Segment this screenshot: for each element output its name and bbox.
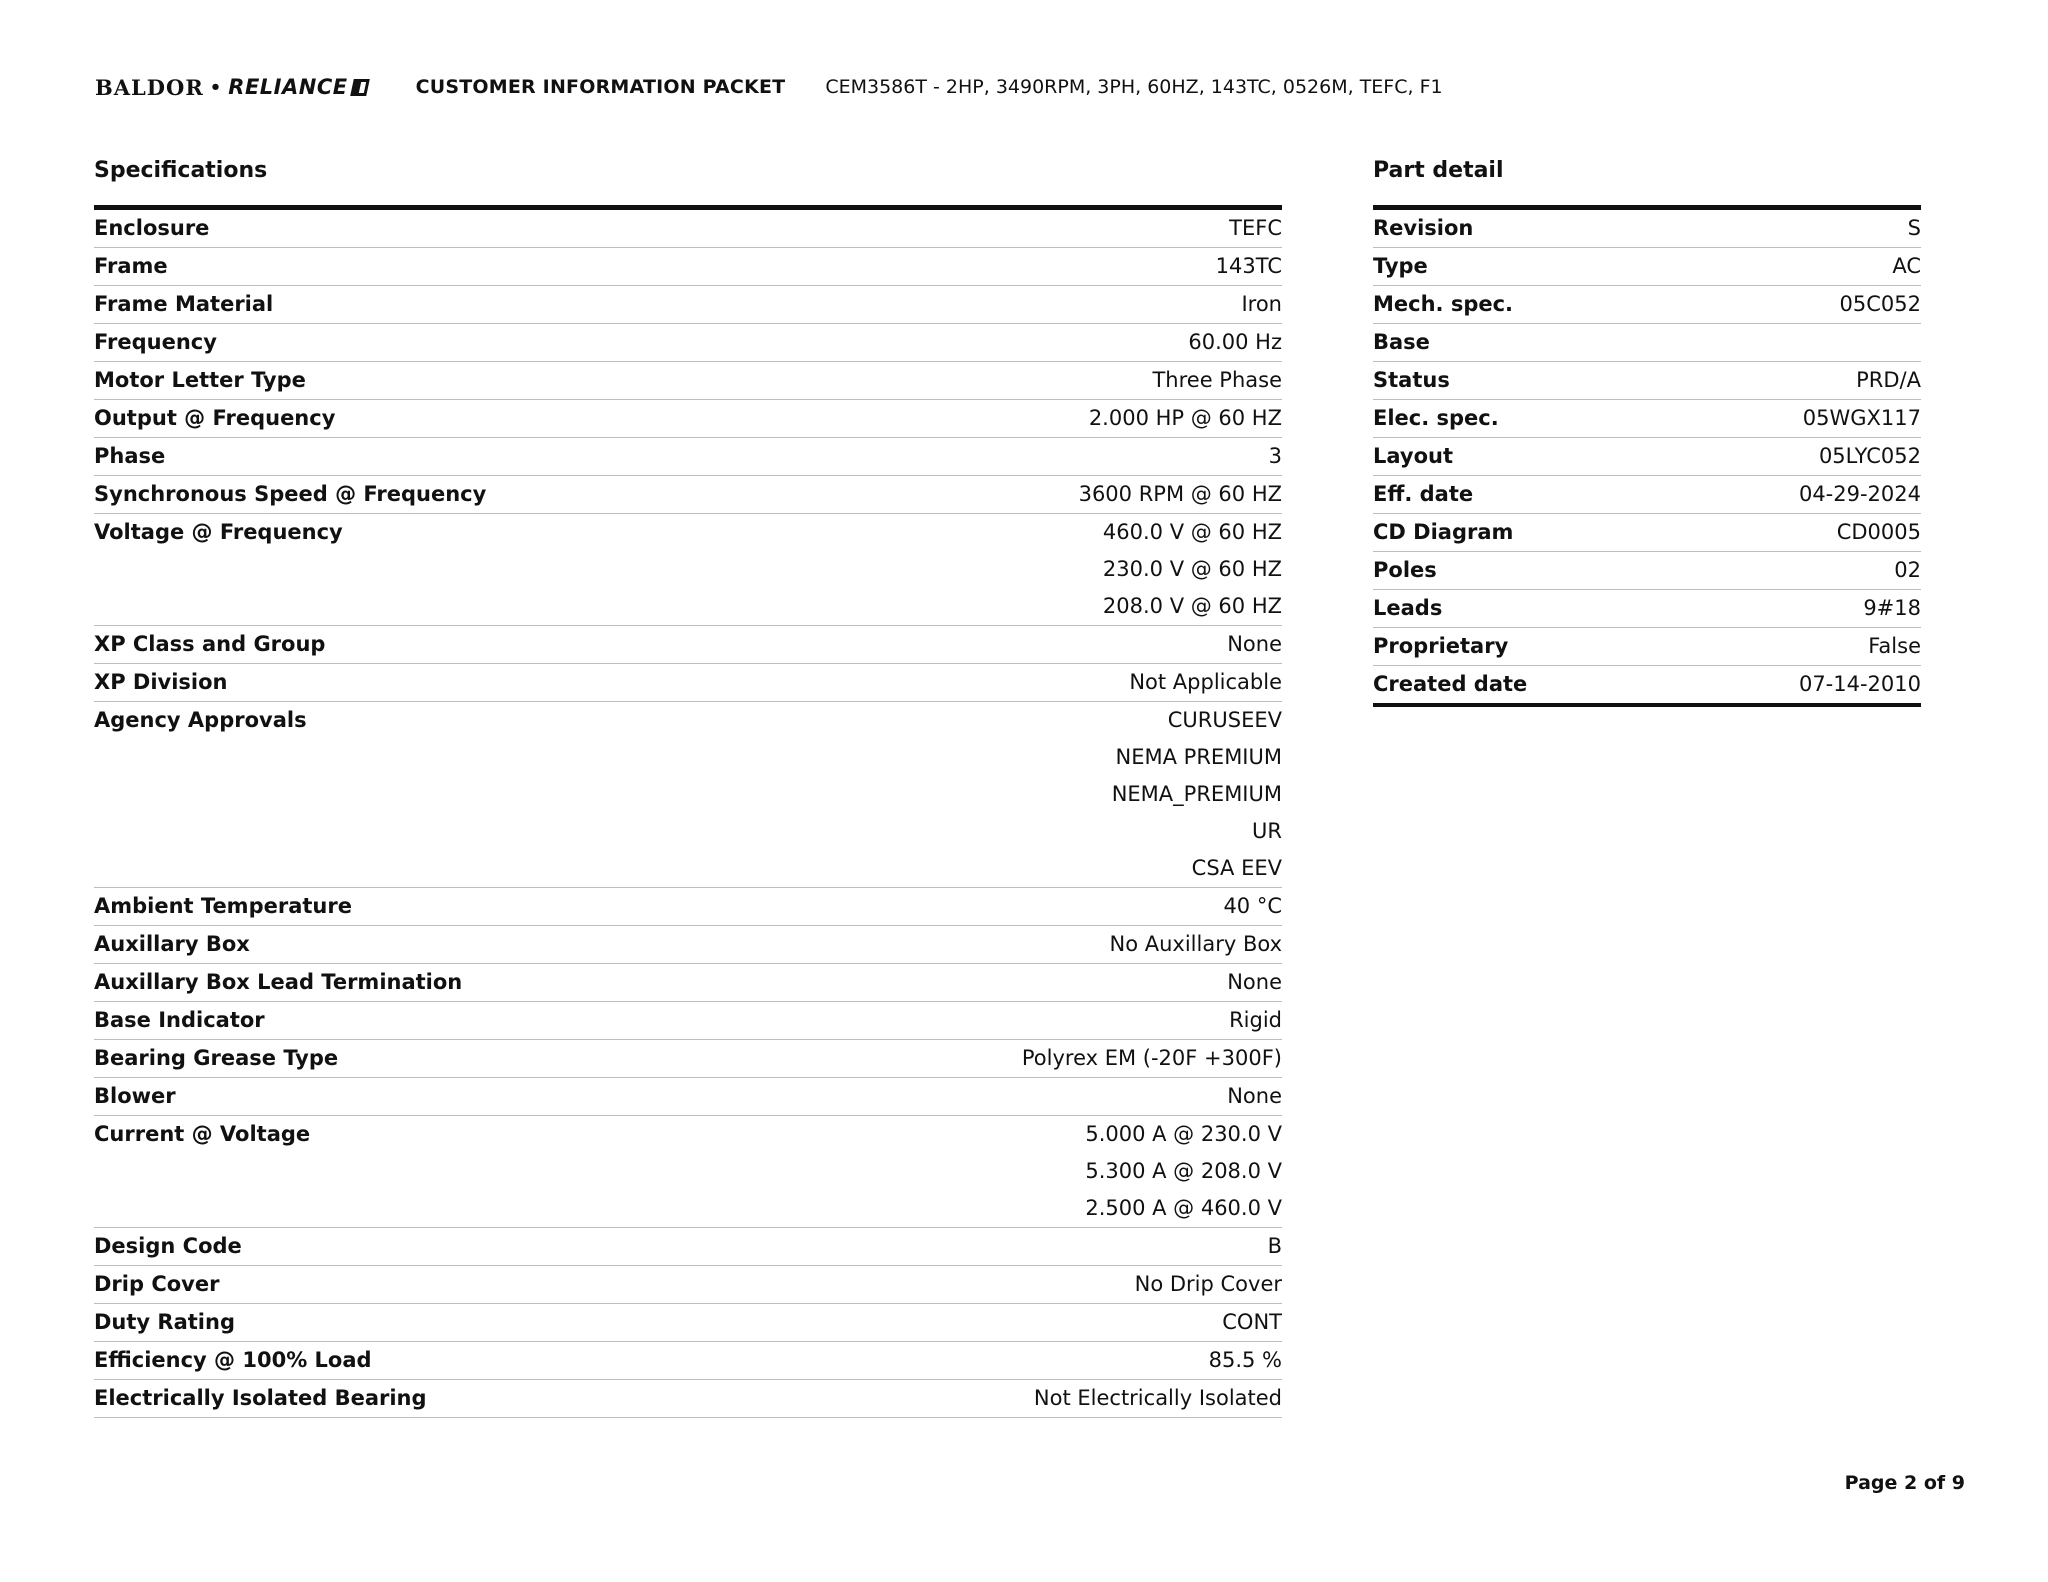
spec-label: Auxillary Box [94, 932, 250, 956]
spec-value-line: 3 [1268, 444, 1282, 468]
spec-value-line: Not Applicable [1129, 670, 1282, 694]
part-row [1373, 666, 1921, 703]
spec-value-line: 143TC [1215, 254, 1282, 278]
part-row [1373, 552, 1921, 590]
spec-label: Output @ Frequency [94, 406, 336, 430]
part-value-line: S [1907, 216, 1921, 240]
spec-value-line: 3600 RPM @ 60 HZ [1078, 482, 1282, 506]
spec-value-line: 460.0 V @ 60 HZ [1102, 520, 1282, 544]
spec-value [1227, 970, 1282, 994]
spec-row [94, 702, 1282, 888]
part-value-line: 02 [1894, 558, 1921, 582]
logo-separator: • [209, 76, 223, 98]
part-label: Leads [1373, 596, 1443, 620]
spec-value-line: CSA EEV [1191, 856, 1282, 880]
spec-value [1103, 520, 1282, 618]
spec-label: Ambient Temperature [94, 894, 352, 918]
spec-row [94, 888, 1282, 926]
spec-value-line: No Drip Cover [1134, 1272, 1282, 1296]
part-value [1819, 444, 1921, 468]
spec-label: Electrically Isolated Bearing [94, 1386, 427, 1410]
spec-label: Enclosure [94, 216, 210, 240]
part-value-line: 05WGX117 [1802, 406, 1921, 430]
spec-value [1229, 216, 1282, 240]
spec-row [94, 1266, 1282, 1304]
spec-value-line: CONT [1222, 1310, 1282, 1334]
spec-value [1129, 670, 1282, 694]
spec-value [1216, 254, 1282, 278]
part-value [1892, 254, 1921, 278]
part-value [1868, 634, 1921, 658]
part-value-line: 04-29-2024 [1798, 482, 1921, 506]
spec-value-line: None [1227, 632, 1282, 656]
spec-label: Auxillary Box Lead Termination [94, 970, 463, 994]
spec-row [94, 1304, 1282, 1342]
spec-label: Bearing Grease Type [94, 1046, 339, 1070]
spec-row [94, 438, 1282, 476]
spec-value [1034, 1386, 1282, 1410]
part-value [1799, 482, 1921, 506]
part-value [1803, 406, 1921, 430]
part-label: CD Diagram [1373, 520, 1514, 544]
spec-value [1089, 406, 1282, 430]
spec-value [1112, 708, 1282, 880]
part-label: Type [1373, 254, 1428, 278]
spec-value-line: 2.500 A @ 460.0 V [1085, 1196, 1282, 1220]
part-value-line: False [1868, 634, 1921, 658]
spec-value-line: Three Phase [1152, 368, 1282, 392]
spec-label: XP Division [94, 670, 228, 694]
spec-value-line: None [1227, 970, 1282, 994]
spec-label: Phase [94, 444, 166, 468]
spec-value [1223, 894, 1282, 918]
spec-value-line: 5.000 A @ 230.0 V [1085, 1122, 1282, 1146]
spec-row [94, 964, 1282, 1002]
specifications-table [94, 205, 1282, 1418]
spec-row [94, 514, 1282, 626]
spec-row [94, 1040, 1282, 1078]
part-row [1373, 438, 1921, 476]
part-label: Created date [1373, 672, 1528, 696]
spec-value [1188, 330, 1282, 354]
part-label: Eff. date [1373, 482, 1474, 506]
part-label: Mech. spec. [1373, 292, 1514, 316]
spec-row [94, 1228, 1282, 1266]
part-value-line: 07-14-2010 [1798, 672, 1921, 696]
spec-value [1269, 444, 1282, 468]
spec-value [1209, 1348, 1282, 1372]
spec-value [1241, 292, 1282, 316]
spec-label: Synchronous Speed @ Frequency [94, 482, 487, 506]
part-value [1799, 672, 1921, 696]
part-value-line: PRD/A [1856, 368, 1921, 392]
part-label: Proprietary [1373, 634, 1509, 658]
spec-value-line: NEMA_PREMIUM [1111, 782, 1282, 806]
spec-value [1222, 1310, 1282, 1334]
spec-value [1079, 482, 1282, 506]
part-label: Poles [1373, 558, 1437, 582]
part-value [1908, 216, 1921, 240]
spec-value-line: No Auxillary Box [1109, 932, 1282, 956]
part-row [1373, 286, 1921, 324]
spec-row [94, 1342, 1282, 1380]
spec-label: Frequency [94, 330, 217, 354]
spec-value-line: TEFC [1229, 216, 1282, 240]
spec-value-line: 2.000 HP @ 60 HZ [1088, 406, 1282, 430]
part-value-line: CD0005 [1836, 520, 1921, 544]
specifications-title: Specifications [94, 158, 268, 183]
spec-value [1268, 1234, 1282, 1258]
spec-value-line: CURUSEEV [1167, 708, 1282, 732]
part-row [1373, 248, 1921, 286]
spec-value [1110, 932, 1282, 956]
spec-row [94, 926, 1282, 964]
spec-row [94, 1002, 1282, 1040]
spec-value [1229, 1008, 1282, 1032]
spec-label: Blower [94, 1084, 176, 1108]
spec-row [94, 1116, 1282, 1228]
part-row [1373, 590, 1921, 628]
spec-row [94, 210, 1282, 248]
spec-row [94, 664, 1282, 702]
spec-value-line: 230.0 V @ 60 HZ [1102, 557, 1282, 581]
part-value-line: AC [1892, 254, 1921, 278]
baldor-reliance-logo [95, 75, 368, 100]
spec-label: Duty Rating [94, 1310, 235, 1334]
part-value-line: 05C052 [1839, 292, 1921, 316]
spec-row [94, 362, 1282, 400]
spec-label: Base Indicator [94, 1008, 265, 1032]
model-description: CEM3586T - 2HP, 3490RPM, 3PH, 60HZ, 143TC, 0526M, TEFC, F1 [825, 76, 1443, 98]
spec-value-line: 85.5 % [1208, 1348, 1282, 1372]
spec-row [94, 1380, 1282, 1418]
spec-value [1227, 1084, 1282, 1108]
spec-label: Agency Approvals [94, 708, 307, 732]
spec-row [94, 626, 1282, 664]
spec-value-line: None [1227, 1084, 1282, 1108]
page-header [95, 70, 1443, 104]
spec-label: Frame [94, 254, 168, 278]
part-value [1837, 520, 1921, 544]
part-row [1373, 514, 1921, 552]
spec-label: XP Class and Group [94, 632, 326, 656]
part-value [1840, 292, 1921, 316]
spec-value-line: 208.0 V @ 60 HZ [1102, 594, 1282, 618]
spec-value [1227, 632, 1282, 656]
spec-row [94, 324, 1282, 362]
spec-value-line: NEMA PREMIUM [1115, 745, 1282, 769]
spec-label: Motor Letter Type [94, 368, 306, 392]
spec-value [1152, 368, 1282, 392]
spec-value-line: 40 °C [1223, 894, 1282, 918]
spec-row [94, 248, 1282, 286]
part-label: Layout [1373, 444, 1454, 468]
part-label: Status [1373, 368, 1450, 392]
spec-label: Drip Cover [94, 1272, 220, 1296]
spec-value-line: Rigid [1229, 1008, 1282, 1032]
spec-label: Frame Material [94, 292, 274, 316]
spec-label: Voltage @ Frequency [94, 520, 343, 544]
spec-value-line: Iron [1241, 292, 1282, 316]
spec-row [94, 400, 1282, 438]
spec-value-line: Polyrex EM (-20F +300F) [1021, 1046, 1282, 1070]
spec-label: Design Code [94, 1234, 242, 1258]
part-value [1863, 596, 1921, 620]
reliance-mark-icon [350, 79, 370, 96]
spec-label: Current @ Voltage [94, 1122, 311, 1146]
part-row [1373, 476, 1921, 514]
page-number: Page 2 of 9 [1844, 1472, 1965, 1494]
part-value-line: 05LYC052 [1818, 444, 1921, 468]
part-value [1856, 368, 1921, 392]
part-row [1373, 628, 1921, 666]
spec-value-line: 5.300 A @ 208.0 V [1085, 1159, 1282, 1183]
spec-value [1085, 1122, 1282, 1220]
spec-label: Efficiency @ 100% Load [94, 1348, 372, 1372]
part-label: Base [1373, 330, 1430, 354]
part-label: Revision [1373, 216, 1474, 240]
part-value-line: 9#18 [1863, 596, 1921, 620]
spec-value-line: Not Electrically Isolated [1033, 1386, 1282, 1410]
part-row [1373, 362, 1921, 400]
spec-value [1022, 1046, 1282, 1070]
part-detail-title: Part detail [1373, 158, 1504, 183]
spec-value-line: 60.00 Hz [1188, 330, 1282, 354]
part-row [1373, 210, 1921, 248]
spec-value-line: B [1267, 1234, 1282, 1258]
part-value [1894, 558, 1921, 582]
part-row [1373, 324, 1921, 362]
part-row [1373, 400, 1921, 438]
spec-row [94, 1078, 1282, 1116]
logo-reliance-text: RELIANCE [228, 75, 348, 99]
spec-row [94, 286, 1282, 324]
part-detail-table [1373, 205, 1921, 707]
part-label: Elec. spec. [1373, 406, 1499, 430]
logo-baldor-text: BALDOR [95, 74, 204, 100]
spec-value [1135, 1272, 1282, 1296]
spec-row [94, 476, 1282, 514]
packet-title: CUSTOMER INFORMATION PACKET [415, 76, 786, 98]
spec-value-line: UR [1252, 819, 1282, 843]
